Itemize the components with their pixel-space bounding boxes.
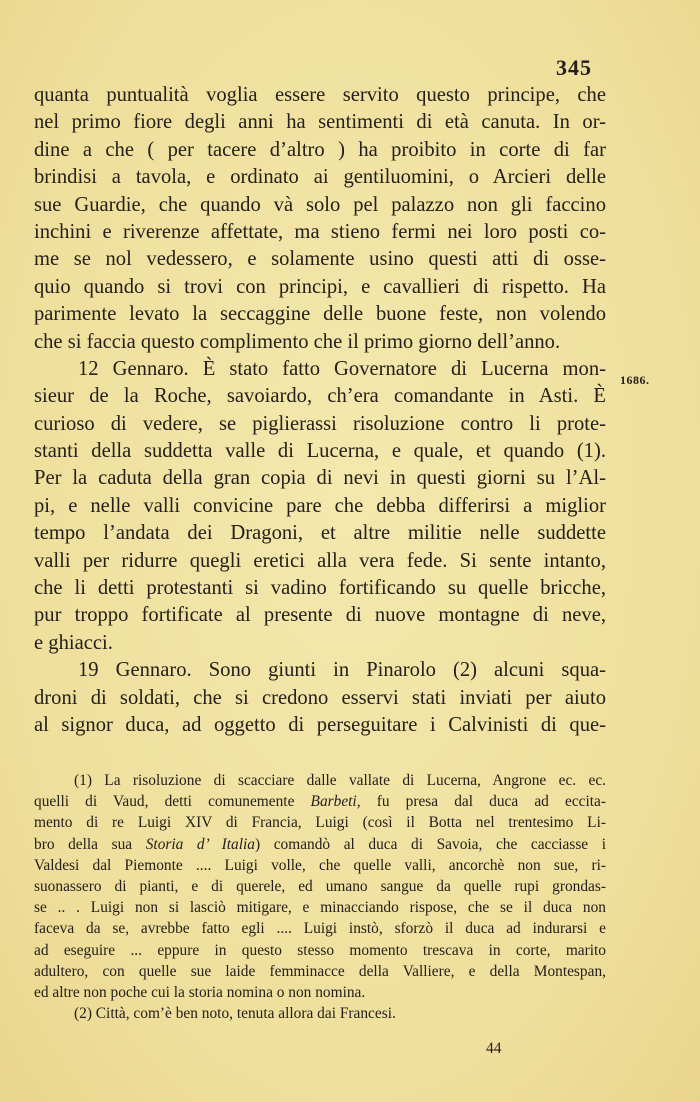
footnote-1-line: Valdesi dal Piemonte .... Luigi volle, che quelle valli, ancorchè non sue, ri-	[34, 856, 606, 874]
text-line: brindisi a tavola, e ordinato ai gentiluomini, o Arcieri delle	[34, 166, 606, 189]
text-line: che si faccia questo complimento che il primo giorno dell’anno.	[34, 330, 561, 353]
footnote-1-line: faceva da se, avrebbe fatto egli .... Luigi instò, sforzò il duca ad indurarsi e	[34, 920, 606, 938]
main-text	[34, 82, 606, 739]
footnote-italic-title: Storia d’ Italia	[145, 835, 255, 853]
text-line: sue Guardie, che quando và solo pel palazzo non gli faccino	[34, 193, 606, 216]
footnote-1-line	[34, 791, 606, 812]
footnote-text: fu presa dal duca ad eccita-	[360, 793, 607, 811]
footnote-1-line: ed altre non poche cui la storia nomina o non nomina.	[34, 983, 366, 1001]
page-number: 345	[556, 55, 592, 80]
footnote-2: (2) Città, com’è ben noto, tenuta allora dai Francesi.	[74, 1005, 396, 1023]
text-line: curioso di vedere, se piglierassi risoluzione contro li prote-	[34, 412, 606, 435]
text-line: quanta puntualità voglia essere servito questo principe, che	[34, 84, 606, 106]
footnote-1-line	[34, 834, 606, 855]
footnote-text: bro della sua	[34, 835, 146, 853]
text-line: al signor duca, ad oggetto di perseguitare i Calvinisti di que-	[34, 713, 606, 736]
text-line: inchini e riverenze affettate, ma stieno fermi nei loro posti co-	[34, 220, 606, 243]
footnotes	[34, 770, 606, 1024]
text-line: e ghiacci.	[34, 631, 113, 654]
text-line: tempo l’andata dei Dragoni, et altre militie nelle suddette	[34, 522, 606, 545]
footnote-1-line: suonassero di pianti, e di querele, ed umano sangue da quelle rupi grondas-	[34, 877, 606, 895]
footnote-1-line: adultero, con quelle sue laide femminacce della Valliere, e della Montespan,	[34, 962, 606, 980]
signature-mark: 44	[486, 1040, 502, 1057]
text-line: Per la caduta della gran copia di nevi in questi giorni su l’Al-	[34, 467, 606, 490]
text-line: dine a che ( per tacere d’altro ) ha proibito in corte di far	[34, 138, 606, 161]
footnote-1-line: ad eseguire ... eppure in questo stesso momento trescava in corte, marito	[34, 941, 606, 959]
footnote-italic-term: Barbeti,	[310, 793, 361, 811]
text-line: me se nol vedessero, e solamente usino questi atti di osse-	[34, 248, 606, 271]
text-line: valli per ridurre quegli eretici alla vera fede. Si sente intanto,	[34, 549, 606, 572]
footnote-text: ) comandò al duca di Savoia, che cacciasse i	[255, 835, 607, 853]
margin-year-note: 1686.	[620, 373, 650, 387]
text-line: nel primo fiore degli anni ha sentimenti di età canuta. In or-	[34, 111, 606, 134]
footnote-text: quelli di Vaud, detti comunemente	[34, 793, 311, 811]
footnote-1-line: se .. . Luigi non si lasciò mitigare, e minacciando rispose, che se il duca non	[34, 899, 606, 917]
footnote-1-line: mento di re Luigi XIV di Francia, Luigi (così il Botta nel trentesimo Li-	[34, 814, 606, 832]
text-line: che li detti protestanti si vadino fortificando su quelle bricche,	[34, 577, 606, 600]
text-line-entry-start: 12 Gennaro. È stato fatto Governatore di Lucerna mon-	[78, 357, 606, 380]
footnote-1-line: (1) La risoluzione di scacciare dalle vallate di Lucerna, Angrone ec. ec.	[74, 772, 606, 789]
text-line: sieur de la Roche, savoiardo, ch’era comandante in Asti. È	[34, 385, 606, 408]
text-line: droni di soldati, che si credono esservi stati inviati per aiuto	[34, 686, 606, 709]
text-line: pi, e nelle valli convicine pare che debba differirsi a miglior	[34, 494, 606, 517]
text-line: stanti della suddetta valle di Lucerna, e quale, et quando (1).	[34, 440, 606, 463]
text-line: quio quando si trovi con principi, e cavallieri di rispetto. Ha	[34, 275, 606, 298]
text-line-entry-start: 19 Gennaro. Sono giunti in Pinarolo (2) alcuni squa-	[78, 659, 606, 682]
text-line: pur troppo fortificate al presente di nuove montagne di neve,	[34, 604, 606, 627]
text-line: parimente levato la seccaggine delle buone feste, non volendo	[34, 303, 606, 326]
